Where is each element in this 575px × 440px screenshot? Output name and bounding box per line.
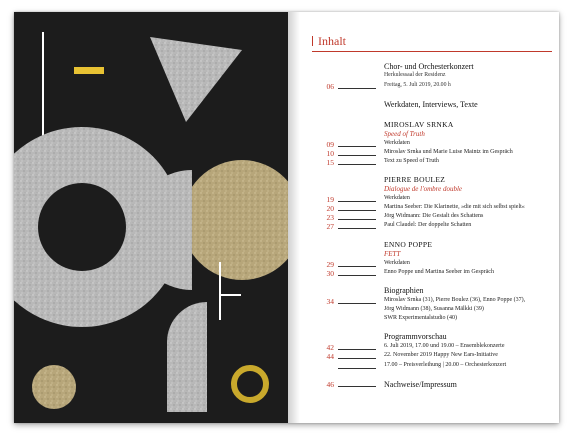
entry-text: Enno Poppe und Martina Seeber im Gespräch — [384, 269, 494, 275]
toc-concert-title-row — [312, 62, 552, 72]
leader-line — [338, 88, 376, 89]
work-row-poppe — [312, 250, 552, 260]
leader-line — [338, 303, 376, 304]
work-row-boulez — [312, 185, 552, 195]
toc-entry[interactable] — [312, 82, 552, 92]
silver-lower-quarter — [14, 227, 82, 327]
leader-line — [338, 201, 376, 202]
entry-text: Werkdaten — [384, 260, 410, 266]
concert-date: Freitag, 5. Juli 2019, 20.00 h — [384, 82, 451, 88]
section-title-row — [312, 100, 552, 110]
toc-entry[interactable] — [312, 269, 552, 279]
bios-title-row — [312, 286, 552, 296]
page-gutter-shadow — [288, 12, 300, 423]
geometric-artwork — [14, 12, 288, 423]
toc-entry[interactable] — [312, 158, 552, 168]
imprint-title: Nachweise/Impressum — [384, 380, 457, 389]
white-bracket-horizontal — [219, 294, 241, 296]
white-vertical-line — [42, 32, 44, 140]
toc-title: Inhalt — [318, 34, 346, 48]
entry-text: 6. Juli 2019, 17.00 und 19.00 – Ensemblekonzerte — [384, 343, 505, 349]
page-number: 29 — [326, 260, 334, 269]
entry-text: Paul Claudel: Der doppelte Schatten — [384, 222, 472, 228]
entry-text: Werkdaten — [384, 140, 410, 146]
section-title: Werkdaten, Interviews, Texte — [384, 100, 478, 109]
work-row-srnka — [312, 130, 552, 140]
toc-entry[interactable] — [312, 380, 552, 390]
page-number: 09 — [326, 140, 334, 149]
page-number: 44 — [326, 352, 334, 361]
page-number: 19 — [326, 195, 334, 204]
composer-name: MIROSLAV SRNKA — [384, 120, 454, 129]
gold-small-disc — [32, 365, 76, 409]
table-of-contents-page — [288, 12, 559, 423]
composer-row-srnka — [312, 120, 552, 130]
page-number: 30 — [326, 269, 334, 278]
bios-line: Miroslav Srnka (31), Pierre Boulez (36), Enno Poppe (37), — [384, 297, 526, 303]
header-tick — [312, 36, 313, 46]
entry-text: Jörg Widmann: Die Gestalt des Schattens — [384, 213, 484, 219]
bios-line-row — [312, 315, 552, 325]
entry-text: Text zu Speed of Truth — [384, 158, 439, 164]
entry-text: 22. November 2019 Happy New Ears-Initiative — [384, 352, 498, 358]
toc-concert-venue-row — [312, 72, 552, 82]
leader-line — [338, 164, 376, 165]
entry-text: 17.00 – Preisverleihung | 20.00 – Orchesterkonzert — [384, 362, 507, 368]
composer-row-poppe — [312, 240, 552, 250]
page-number: 34 — [326, 297, 334, 306]
composer-row-boulez — [312, 175, 552, 185]
leader-line — [338, 228, 376, 229]
page-number: 20 — [326, 204, 334, 213]
composer-name: PIERRE BOULEZ — [384, 175, 446, 184]
gold-ring — [234, 368, 266, 400]
leader-line — [338, 146, 376, 147]
preview-title: Programmvorschau — [384, 332, 447, 341]
work-title: Speed of Truth — [384, 130, 425, 138]
leader-line — [338, 155, 376, 156]
bios-line: SWR Experimentalstudio (40) — [384, 315, 457, 321]
booklet-spread — [14, 12, 559, 423]
page-number: 27 — [326, 222, 334, 231]
bios-line: Jörg Widmann (38), Susanna Mälkki (39) — [384, 306, 484, 312]
concert-title: Chor- und Orchesterkonzert — [384, 62, 474, 71]
leader-line — [338, 275, 376, 276]
gold-circle — [182, 160, 288, 280]
leader-line — [338, 219, 376, 220]
cover-artwork-page — [14, 12, 288, 423]
page-number: 23 — [326, 213, 334, 222]
toc-entry[interactable] — [312, 352, 552, 362]
concert-venue: Herkulessaal der Residenz — [384, 72, 446, 78]
toc-entry[interactable] — [312, 362, 552, 372]
page-number: 10 — [326, 149, 334, 158]
toc-entry[interactable] — [312, 222, 552, 232]
toc-header — [312, 34, 552, 50]
entry-text: Martina Seeber: Die Klarinette, »die mit sich selbst spielt« — [384, 204, 525, 210]
composer-name: ENNO POPPE — [384, 240, 433, 249]
preview-title-row — [312, 332, 552, 342]
page-number: 06 — [326, 82, 334, 91]
page-number: 46 — [326, 380, 334, 389]
leader-line — [338, 349, 376, 350]
leader-line — [338, 266, 376, 267]
white-bracket-vertical — [219, 262, 221, 320]
leader-line — [338, 368, 376, 369]
header-rule — [312, 51, 552, 52]
silver-small-quarter — [167, 302, 207, 412]
leader-line — [338, 210, 376, 211]
work-title: Dialogue de l'ombre double — [384, 185, 463, 193]
page-number: 42 — [326, 343, 334, 352]
yellow-bar — [74, 67, 104, 74]
work-title: FETT — [384, 250, 401, 258]
leader-line — [338, 358, 376, 359]
leader-line — [338, 386, 376, 387]
page-number: 15 — [326, 158, 334, 167]
entry-text: Werkdaten — [384, 195, 410, 201]
silver-quarter-disc — [14, 127, 82, 227]
entry-text: Miroslav Srnka und Marie Luise Maintz im Gespräch — [384, 149, 513, 155]
bios-title: Biographien — [384, 286, 424, 295]
silver-triangle — [150, 37, 242, 122]
